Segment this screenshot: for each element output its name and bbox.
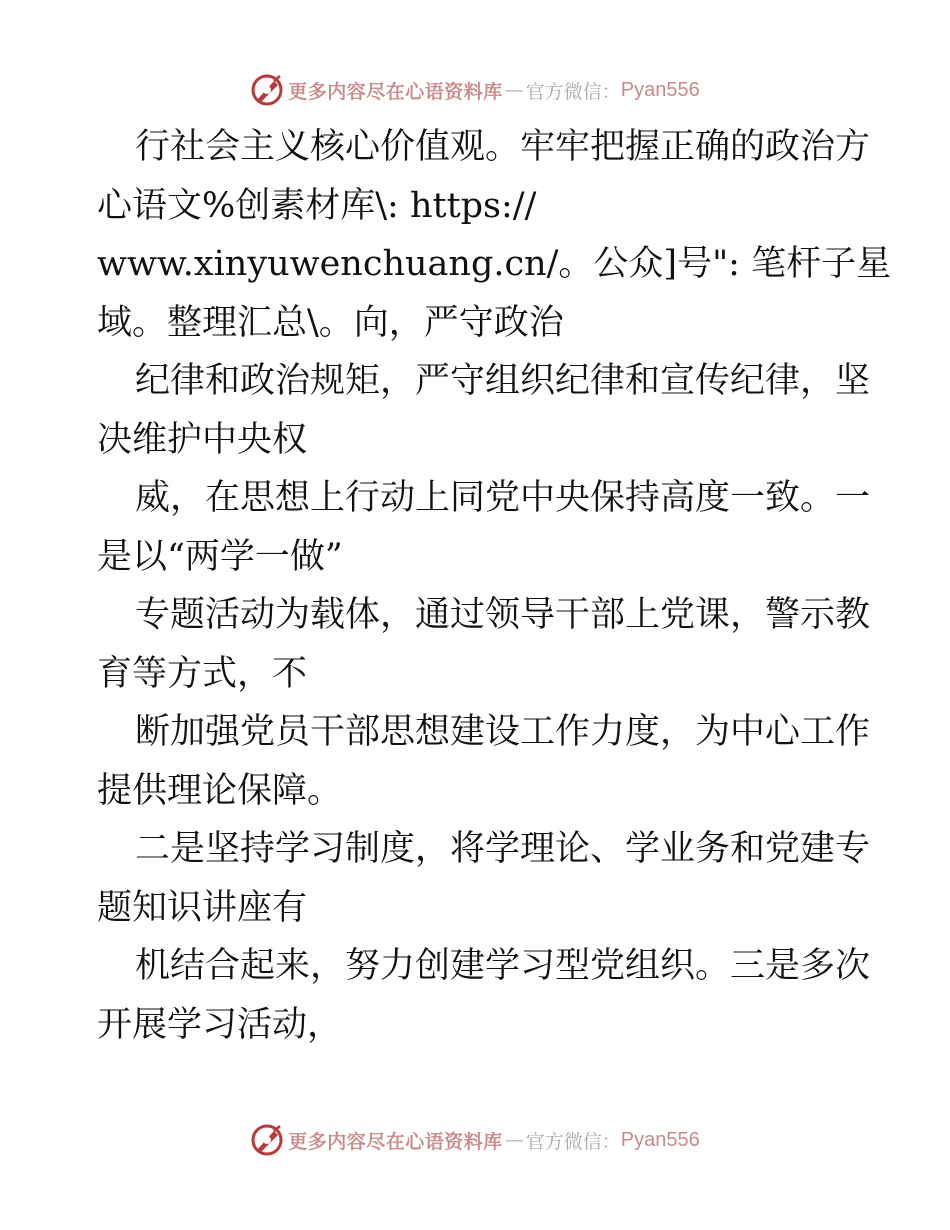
- text-line: 行社会主义核心价值观。牢牢把握正确的政治方: [135, 127, 871, 167]
- paragraph: [97, 118, 892, 352]
- header-banner: [0, 70, 950, 110]
- paragraph: [97, 703, 871, 820]
- banner-separator: —: [504, 1129, 524, 1151]
- text-line: 题知识讲座有: [97, 887, 308, 928]
- paragraph: [97, 820, 871, 937]
- text-line: 纪律和政治规矩，严守组织纪律和宣传纪律，坚: [135, 361, 871, 401]
- text-line: 专题活动为载体，通过领导干部上党课，警示教: [135, 595, 871, 635]
- paragraph: [97, 937, 871, 1054]
- text-line: 域。整理汇总\。向，严守政治: [97, 302, 564, 343]
- text-line: 心语文%创素材库\: https://: [97, 185, 537, 226]
- site-name: 更多内容尽在心语资料库: [288, 80, 503, 103]
- wechat-label: 官方微信：: [525, 1130, 621, 1153]
- wechat-id: Pyan556: [620, 1128, 700, 1151]
- wechat-id: Pyan556: [620, 78, 700, 101]
- text-line: 断加强党员干部思想建设工作力度，为中心工作: [135, 712, 871, 752]
- paragraph: [97, 586, 871, 703]
- quill-logo-icon: [250, 73, 284, 107]
- text-line: 威，在思想上行动上同党中央保持高度一致。一: [135, 478, 871, 518]
- text-line: 开展学习活动，: [97, 1004, 343, 1045]
- document-body: [97, 118, 892, 1054]
- text-line: 提供理论保障。: [97, 770, 343, 811]
- site-name: 更多内容尽在心语资料库: [288, 1130, 503, 1153]
- footer-banner: [0, 1120, 950, 1160]
- paragraph: [97, 352, 871, 469]
- text-line: 育等方式，不: [97, 653, 308, 694]
- text-line: 机结合起来，努力创建学习型党组织。三是多次: [135, 946, 871, 986]
- banner-separator: —: [504, 79, 524, 101]
- text-line: 二是坚持学习制度，将学理论、学业务和党建专: [135, 829, 871, 869]
- quill-logo-icon: [250, 1123, 284, 1157]
- wechat-label: 官方微信：: [525, 80, 621, 103]
- text-line: 是以“两学一做”: [97, 536, 343, 577]
- text-line: www.xinyuwenchuang.cn/。公众]号": 笔杆子星: [97, 244, 892, 284]
- text-line: 决维护中央权: [97, 419, 308, 460]
- paragraph: [97, 469, 871, 586]
